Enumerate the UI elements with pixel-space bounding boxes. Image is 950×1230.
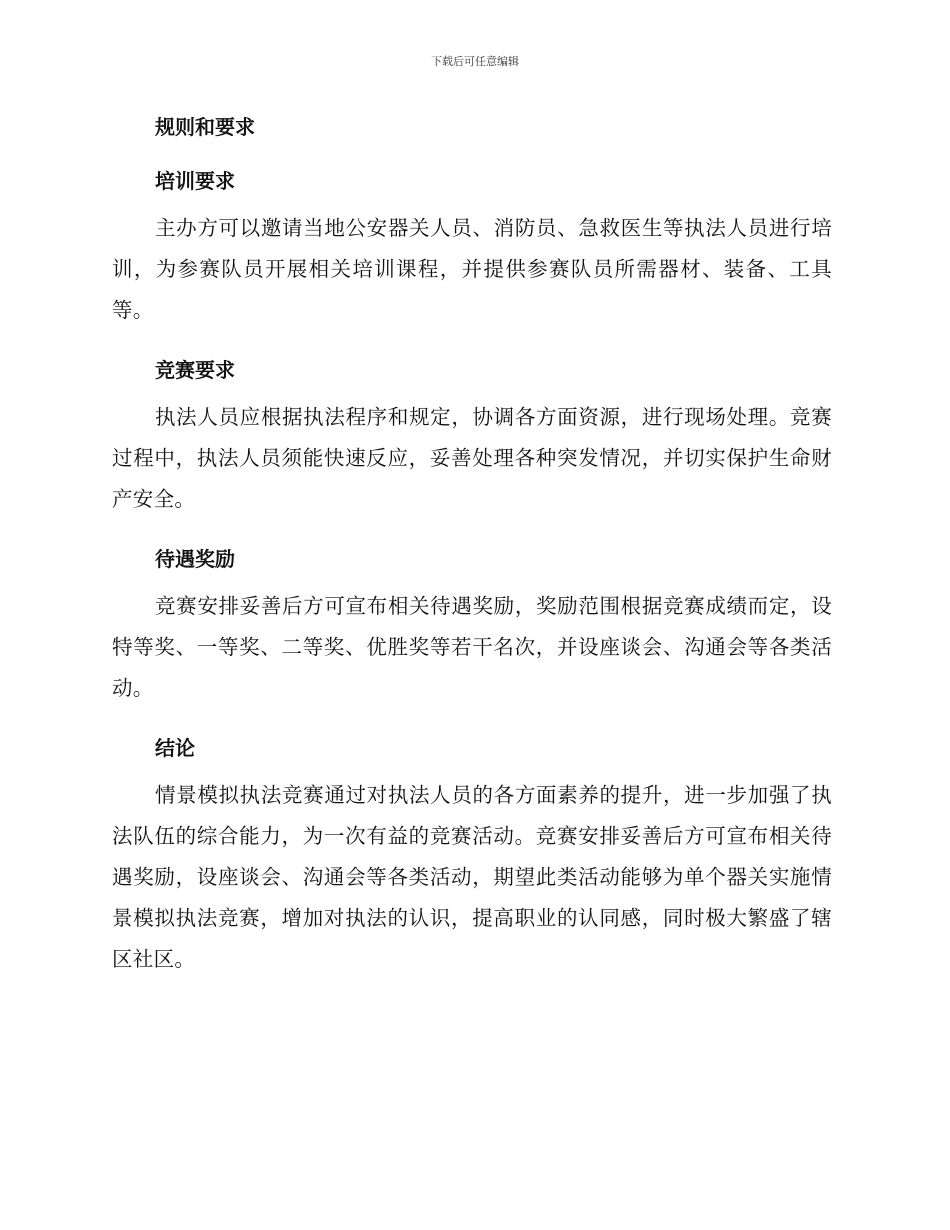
heading-competition: 竞赛要求	[155, 358, 235, 382]
paragraph-conclusion: 情景模拟执法竞赛通过对执法人员的各方面素养的提升，进一步加强了执法队伍的综合能力，为一次有益的竞赛活动。竞赛安排妥善后方可宣布相关待遇奖励，设座谈会、沟通会等各类活动，期望此类活动能够为单个器关实施情景模拟执法竞赛，增加对执法的认识，提高职业的认同感，同时极大繁盛了辖区社区。	[112, 783, 832, 971]
paragraph-competition: 执法人员应根据执法程序和规定，协调各方面资源，进行现场处理。竞赛过程中，执法人员须能快速反应，妥善处理各种突发情况，并切实保护生命财产安全。	[112, 405, 832, 511]
heading-rules: 规则和要求	[155, 115, 255, 139]
heading-rewards: 待遇奖励	[155, 547, 235, 571]
paragraph-training: 主办方可以邀请当地公安器关人员、消防员、急救医生等执法人员进行培训，为参赛队员开展相关培训课程，并提供参赛队员所需器材、装备、工具等。	[112, 216, 832, 322]
heading-training: 培训要求	[155, 169, 235, 193]
paragraph-rewards: 竞赛安排妥善后方可宣布相关待遇奖励，奖励范围根据竞赛成绩而定，设特等奖、一等奖、二等奖、优胜奖等若干名次，并设座谈会、沟通会等各类活动。	[112, 594, 832, 700]
heading-conclusion: 结论	[155, 736, 195, 760]
document-body	[112, 112, 832, 980]
page-header: 下载后可任意编辑	[431, 55, 519, 68]
